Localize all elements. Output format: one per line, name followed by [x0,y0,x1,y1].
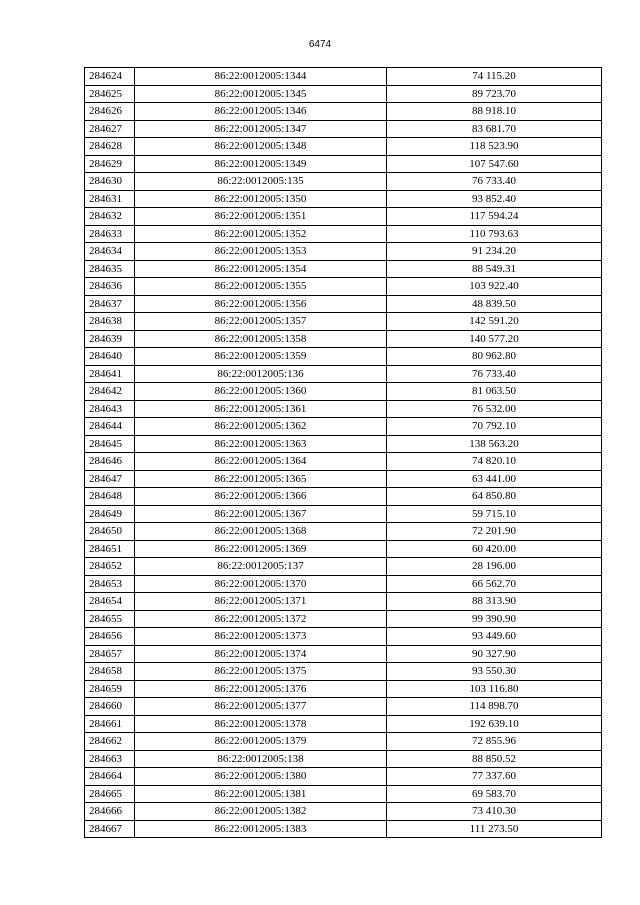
cadastral-number-cell: 86:22:0012005:1359 [135,348,387,366]
row-number-cell: 284659 [85,680,135,698]
table-row [85,610,602,628]
cadastral-value-cell: 114 898.70 [387,698,602,716]
cadastral-value-cell: 107 547.60 [387,155,602,173]
row-number-cell: 284651 [85,540,135,558]
table-row [85,470,602,488]
cadastral-number-cell: 86:22:0012005:1351 [135,208,387,226]
table-row [85,715,602,733]
cadastral-number-cell: 86:22:0012005:1371 [135,593,387,611]
page-number: 6474 [308,39,332,50]
table-row [85,435,602,453]
table-row [85,645,602,663]
table-row [85,138,602,156]
cadastral-value-cell: 99 390.90 [387,610,602,628]
table-row [85,383,602,401]
cadastral-number-cell: 86:22:0012005:1381 [135,785,387,803]
cadastral-value-cell: 73 410.30 [387,803,602,821]
cadastral-number-cell: 86:22:0012005:1353 [135,243,387,261]
table-row [85,313,602,331]
cadastral-value-cell: 77 337.60 [387,768,602,786]
row-number-cell: 284645 [85,435,135,453]
cadastral-value-cell: 72 201.90 [387,523,602,541]
row-number-cell: 284625 [85,85,135,103]
cadastral-value-cell: 74 115.20 [387,68,602,86]
cadastral-number-cell: 86:22:0012005:1379 [135,733,387,751]
row-number-cell: 284647 [85,470,135,488]
cadastral-value-cell: 103 922.40 [387,278,602,296]
row-number-cell: 284656 [85,628,135,646]
cadastral-value-cell: 80 962.80 [387,348,602,366]
cadastral-value-cell: 81 063.50 [387,383,602,401]
cadastral-value-cell: 91 234.20 [387,243,602,261]
cadastral-number-cell: 86:22:0012005:1346 [135,103,387,121]
cadastral-value-cell: 76 532.00 [387,400,602,418]
table-row [85,68,602,86]
table-row [85,278,602,296]
row-number-cell: 284633 [85,225,135,243]
row-number-cell: 284632 [85,208,135,226]
row-number-cell: 284637 [85,295,135,313]
cadastral-value-cell: 88 549.31 [387,260,602,278]
table-row [85,593,602,611]
row-number-cell: 284657 [85,645,135,663]
row-number-cell: 284638 [85,313,135,331]
cadastral-number-cell: 86:22:0012005:1347 [135,120,387,138]
cadastral-number-cell: 86:22:0012005:1377 [135,698,387,716]
table-row [85,768,602,786]
table-row [85,540,602,558]
row-number-cell: 284663 [85,750,135,768]
row-number-cell: 284639 [85,330,135,348]
cadastral-number-cell: 86:22:0012005:138 [135,750,387,768]
table-row [85,225,602,243]
cadastral-number-cell: 86:22:0012005:1349 [135,155,387,173]
cadastral-value-cell: 28 196.00 [387,558,602,576]
cadastral-value-cell: 63 441.00 [387,470,602,488]
cadastral-value-cell: 88 918.10 [387,103,602,121]
cadastral-value-cell: 59 715.10 [387,505,602,523]
cadastral-number-cell: 86:22:0012005:1364 [135,453,387,471]
cadastral-number-cell: 86:22:0012005:137 [135,558,387,576]
cadastral-number-cell: 86:22:0012005:1378 [135,715,387,733]
cadastral-value-cell: 93 449.60 [387,628,602,646]
table-row [85,365,602,383]
table-row [85,663,602,681]
cadastral-value-cell: 140 577.20 [387,330,602,348]
row-number-cell: 284658 [85,663,135,681]
row-number-cell: 284629 [85,155,135,173]
row-number-cell: 284626 [85,103,135,121]
table-row [85,260,602,278]
cadastral-number-cell: 86:22:0012005:135 [135,173,387,191]
cadastral-value-cell: 76 733.40 [387,173,602,191]
row-number-cell: 284628 [85,138,135,156]
table-row [85,628,602,646]
table-row [85,173,602,191]
row-number-cell: 284642 [85,383,135,401]
cadastral-number-cell: 86:22:0012005:1373 [135,628,387,646]
cadastral-number-cell: 86:22:0012005:1361 [135,400,387,418]
row-number-cell: 284635 [85,260,135,278]
cadastral-number-cell: 86:22:0012005:1382 [135,803,387,821]
cadastral-value-cell: 74 820.10 [387,453,602,471]
row-number-cell: 284649 [85,505,135,523]
cadastral-number-cell: 86:22:0012005:1362 [135,418,387,436]
cadastral-value-cell: 88 313.90 [387,593,602,611]
row-number-cell: 284624 [85,68,135,86]
table-row [85,733,602,751]
row-number-cell: 284661 [85,715,135,733]
cadastral-number-cell: 86:22:0012005:1376 [135,680,387,698]
table-row [85,243,602,261]
row-number-cell: 284641 [85,365,135,383]
row-number-cell: 284636 [85,278,135,296]
cadastral-value-cell: 70 792.10 [387,418,602,436]
cadastral-value-cell: 89 723.70 [387,85,602,103]
table-row [85,750,602,768]
cadastral-number-cell: 86:22:0012005:1375 [135,663,387,681]
table-row [85,348,602,366]
row-number-cell: 284640 [85,348,135,366]
cadastral-number-cell: 86:22:0012005:1348 [135,138,387,156]
row-number-cell: 284655 [85,610,135,628]
table-row [85,803,602,821]
cadastral-value-cell: 48 839.50 [387,295,602,313]
cadastral-value-cell: 69 583.70 [387,785,602,803]
cadastral-number-cell: 86:22:0012005:1369 [135,540,387,558]
cadastral-number-cell: 86:22:0012005:1365 [135,470,387,488]
cadastral-value-cell: 60 420.00 [387,540,602,558]
cadastral-value-table [84,67,602,838]
cadastral-value-cell: 88 850.52 [387,750,602,768]
table-row [85,698,602,716]
table-row [85,418,602,436]
row-number-cell: 284667 [85,820,135,838]
row-number-cell: 284627 [85,120,135,138]
cadastral-number-cell: 86:22:0012005:1350 [135,190,387,208]
table-row [85,190,602,208]
cadastral-number-cell: 86:22:0012005:136 [135,365,387,383]
cadastral-number-cell: 86:22:0012005:1366 [135,488,387,506]
row-number-cell: 284634 [85,243,135,261]
table-row [85,820,602,838]
cadastral-number-cell: 86:22:0012005:1355 [135,278,387,296]
cadastral-value-cell: 110 793.63 [387,225,602,243]
table-row [85,330,602,348]
row-number-cell: 284654 [85,593,135,611]
cadastral-value-cell: 76 733.40 [387,365,602,383]
cadastral-number-cell: 86:22:0012005:1363 [135,435,387,453]
cadastral-number-cell: 86:22:0012005:1374 [135,645,387,663]
table-row [85,120,602,138]
cadastral-number-cell: 86:22:0012005:1352 [135,225,387,243]
table-row [85,558,602,576]
cadastral-number-cell: 86:22:0012005:1370 [135,575,387,593]
cadastral-number-cell: 86:22:0012005:1354 [135,260,387,278]
table-row [85,155,602,173]
cadastral-number-cell: 86:22:0012005:1368 [135,523,387,541]
row-number-cell: 284630 [85,173,135,191]
row-number-cell: 284652 [85,558,135,576]
row-number-cell: 284644 [85,418,135,436]
row-number-cell: 284648 [85,488,135,506]
cadastral-number-cell: 86:22:0012005:1345 [135,85,387,103]
table-row [85,453,602,471]
cadastral-number-cell: 86:22:0012005:1360 [135,383,387,401]
cadastral-value-cell: 138 563.20 [387,435,602,453]
row-number-cell: 284646 [85,453,135,471]
table-row [85,505,602,523]
cadastral-value-cell: 64 850.80 [387,488,602,506]
table-row [85,680,602,698]
cadastral-number-cell: 86:22:0012005:1358 [135,330,387,348]
cadastral-number-cell: 86:22:0012005:1367 [135,505,387,523]
cadastral-number-cell: 86:22:0012005:1380 [135,768,387,786]
cadastral-value-cell: 111 273.50 [387,820,602,838]
row-number-cell: 284653 [85,575,135,593]
cadastral-value-cell: 117 594.24 [387,208,602,226]
row-number-cell: 284631 [85,190,135,208]
cadastral-value-cell: 103 116.80 [387,680,602,698]
cadastral-number-cell: 86:22:0012005:1344 [135,68,387,86]
row-number-cell: 284666 [85,803,135,821]
table-row [85,208,602,226]
table-row [85,295,602,313]
row-number-cell: 284660 [85,698,135,716]
cadastral-value-cell: 90 327.90 [387,645,602,663]
table-row [85,488,602,506]
table-row [85,575,602,593]
row-number-cell: 284662 [85,733,135,751]
table-row [85,523,602,541]
cadastral-number-cell: 86:22:0012005:1356 [135,295,387,313]
table-body [85,68,602,838]
cadastral-number-cell: 86:22:0012005:1372 [135,610,387,628]
cadastral-number-cell: 86:22:0012005:1357 [135,313,387,331]
row-number-cell: 284650 [85,523,135,541]
row-number-cell: 284643 [85,400,135,418]
table-row [85,785,602,803]
table-row [85,103,602,121]
cadastral-value-cell: 72 855.96 [387,733,602,751]
row-number-cell: 284664 [85,768,135,786]
cadastral-value-cell: 93 550.30 [387,663,602,681]
cadastral-value-cell: 83 681.70 [387,120,602,138]
cadastral-value-cell: 192 639.10 [387,715,602,733]
row-number-cell: 284665 [85,785,135,803]
table-row [85,85,602,103]
cadastral-value-cell: 93 852.40 [387,190,602,208]
table-row [85,400,602,418]
cadastral-value-cell: 118 523.90 [387,138,602,156]
cadastral-number-cell: 86:22:0012005:1383 [135,820,387,838]
cadastral-value-cell: 66 562.70 [387,575,602,593]
cadastral-value-cell: 142 591.20 [387,313,602,331]
